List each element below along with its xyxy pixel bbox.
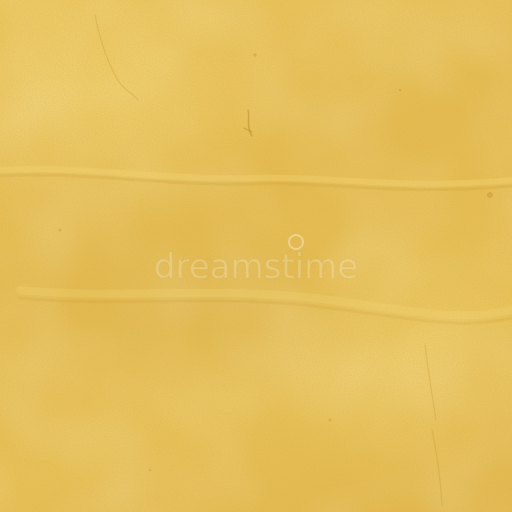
watermark-text: dreamstime: [153, 247, 359, 287]
